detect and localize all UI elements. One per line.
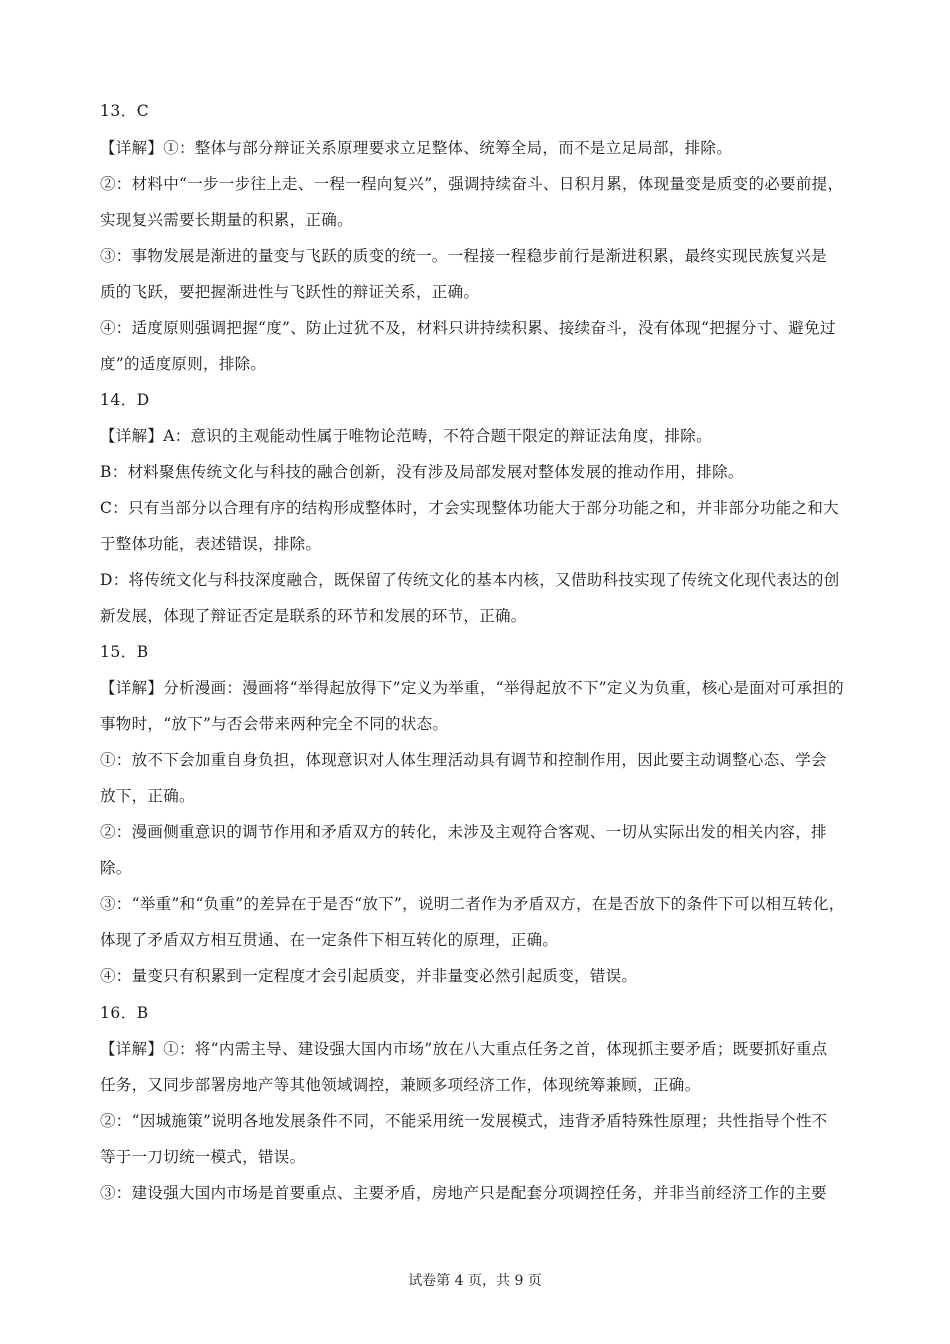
explanation-line: ③：事物发展是渐进的量变与飞跃的质变的统一。一程接一程稳步前行是渐进积累，最终实现民族复兴是: [100, 247, 827, 265]
explanation-line: ④：适度原则强调把握“度”、防止过犹不及，材料只讲持续积累、接续奋斗，没有体现“把握分寸、避免过: [100, 319, 836, 337]
explanation-line: 新发展，体现了辩证否定是联系的环节和发展的环节，正确。: [100, 607, 527, 625]
explanation-line: 【详解】①：整体与部分辩证关系原理要求立足整体、统筹全局，而不是立足局部，排除。: [100, 139, 733, 157]
explanation-line: ③：“举重”和“负重”的差异在于是否“放下”，说明二者作为矛盾双方，在是否放下的条件下可以相互转化，: [100, 895, 845, 913]
explanation-line: D：将传统文化与科技深度融合，既保留了传统文化的基本内核，又借助科技实现了传统文化现代表达的创: [100, 571, 840, 589]
explanation-line: ④：量变只有积累到一定程度才会引起质变，并非量变必然引起质变，错误。: [100, 967, 638, 985]
explanation-line: 等于一刀切统一模式，错误。: [100, 1148, 306, 1166]
question-number: 16．B: [100, 1004, 149, 1022]
explanation-line: 度”的适度原则，排除。: [100, 355, 267, 373]
explanation-line: 实现复兴需要长期量的积累，正确。: [100, 211, 353, 229]
explanation-line: ②：“因城施策”说明各地发展条件不同，不能采用统一发展模式，违背矛盾特殊性原理；共性指导个性不: [100, 1112, 828, 1130]
explanation-line: 【详解】分析漫画：漫画将“举得起放得下”定义为举重，“举得起放不下”定义为负重，核心是面对可承担的: [100, 679, 844, 697]
explanation-line: 【详解】A：意识的主观能动性属于唯物论范畴，不符合题干限定的辩证法角度，排除。: [100, 427, 712, 445]
explanation-line: ①：放不下会加重自身负担，体现意识对人体生理活动具有调节和控制作用，因此要主动调整心态、学会: [100, 751, 827, 769]
explanation-line: C：只有当部分以合理有序的结构形成整体时，才会实现整体功能大于部分功能之和，并非部分功能之和大: [100, 499, 839, 517]
explanation-line: 事物时，“放下”与否会带来两种完全不同的状态。: [100, 715, 449, 733]
explanation-line: ②：漫画侧重意识的调节作用和矛盾双方的转化，未涉及主观符合客观、一切从实际出发的相关内容，排: [100, 823, 827, 841]
page-footer: 试卷第 4 页，共 9 页: [408, 1273, 542, 1289]
explanation-line: 质的飞跃，要把握渐进性与飞跃性的辩证关系，正确。: [100, 283, 480, 301]
question-number: 13．C: [100, 102, 150, 120]
explanation-line: 【详解】①：将“内需主导、建设强大国内市场”放在八大重点任务之首，体现抓主要矛盾；既要抓好重点: [100, 1040, 828, 1058]
explanation-line: 体现了矛盾双方相互贯通、在一定条件下相互转化的原理，正确。: [100, 931, 559, 949]
explanation-line: 放下，正确。: [100, 787, 195, 805]
explanation-line: B：材料聚焦传统文化与科技的融合创新，没有涉及局部发展对整体发展的推动作用，排除。: [100, 463, 744, 481]
explanation-line: 除。: [100, 859, 132, 877]
explanation-line: ③：建设强大国内市场是首要重点、主要矛盾，房地产只是配套分项调控任务，并非当前经济工作的主要: [100, 1184, 827, 1202]
explanation-line: ②：材料中“一步一步往上走、一程一程向复兴”，强调持续奋斗、日积月累，体现量变是质变的必要前提，: [100, 175, 844, 193]
question-number: 15．B: [100, 643, 149, 661]
question-number: 14．D: [100, 391, 150, 409]
explanation-line: 于整体功能，表述错误，排除。: [100, 535, 322, 553]
explanation-line: 任务，又同步部署房地产等其他领域调控，兼顾多项经济工作，体现统筹兼顾，正确。: [100, 1076, 701, 1094]
